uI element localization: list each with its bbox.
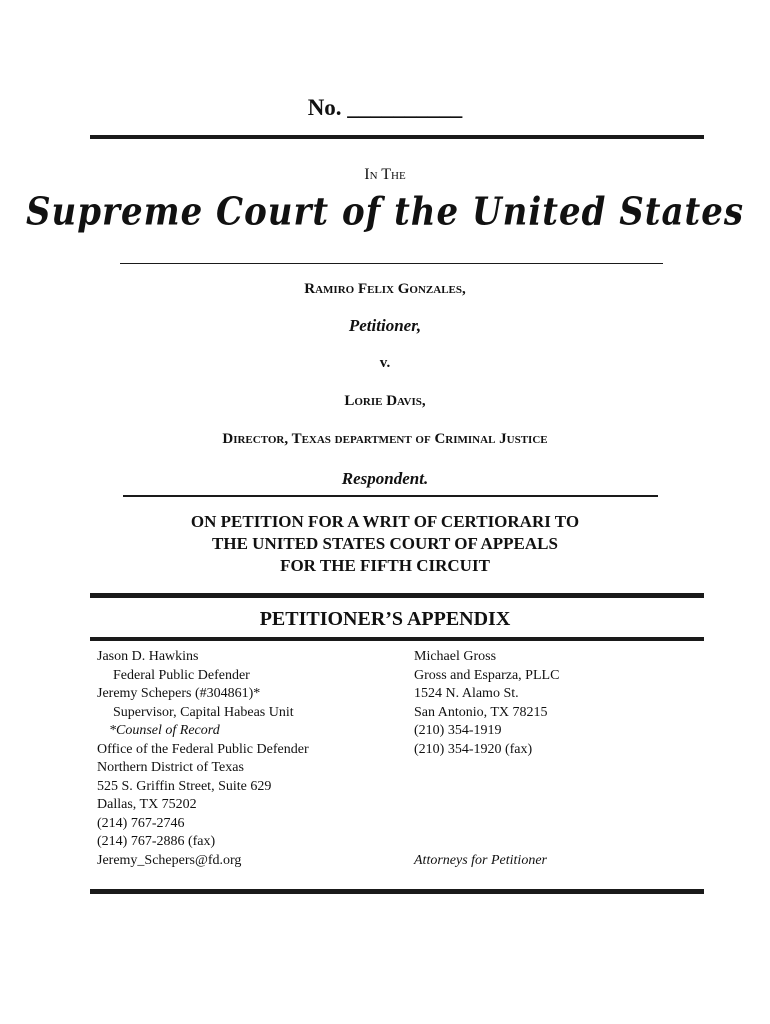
petitioner-name: Ramiro Felix Gonzales,: [304, 281, 466, 297]
bottom-double-rule: [90, 889, 704, 894]
docket-number: No. __________: [307, 95, 463, 120]
petition-statement: [0, 511, 770, 577]
respondent-rule: [123, 495, 658, 497]
phone-number: (214) 767-2746: [97, 815, 185, 831]
appendix-bottom-rule: [90, 637, 704, 641]
in-the-label: In The: [364, 166, 406, 183]
court-name-rule: [120, 263, 663, 264]
counsel-title: Federal Public Defender: [113, 667, 250, 683]
court-name: Supreme Court of the United States: [26, 189, 744, 235]
district-name: Northern District of Texas: [97, 760, 244, 775]
petition-line: FOR THE FIFTH CIRCUIT: [280, 556, 490, 575]
petition-line: ON PETITION FOR A WRIT OF CERTIORARI TO: [190, 512, 580, 531]
counsel-right-block: [414, 648, 559, 759]
counsel-name: Jeremy Schepers (#304861)*: [97, 686, 261, 701]
phone-number: (210) 354-1919: [414, 723, 502, 738]
street-address: 1524 N. Alamo St.: [414, 686, 519, 701]
fax-number: (210) 354-1920 (fax): [414, 741, 533, 757]
firm-name: Gross and Esparza, PLLC: [414, 667, 560, 683]
email-address: Jeremy_Schepers@fd.org: [97, 852, 242, 868]
versus: v.: [379, 355, 391, 371]
counsel-title: Supervisor, Capital Habeas Unit: [113, 704, 294, 720]
respondent-role: Respondent.: [341, 469, 429, 488]
respondent-name: Lorie Davis,: [344, 393, 426, 409]
petitioner-role: Petitioner,: [348, 316, 422, 335]
counsel-left-block: [97, 648, 309, 870]
counsel-name: Michael Gross: [414, 649, 497, 664]
office-name: Office of the Federal Public Defender: [97, 741, 309, 757]
respondent-title: Director, Texas department of Criminal Justice: [222, 431, 548, 447]
counsel-of-record-note: *Counsel of Record: [109, 723, 220, 738]
city-address: Dallas, TX 75202: [97, 797, 197, 812]
street-address: 525 S. Griffin Street, Suite 629: [97, 778, 272, 794]
appendix-top-rule: [90, 593, 704, 598]
top-double-rule: [90, 135, 704, 139]
attorneys-for-petitioner: Attorneys for Petitioner: [414, 853, 547, 868]
counsel-name: Jason D. Hawkins: [97, 649, 199, 664]
city-address: San Antonio, TX 78215: [414, 704, 548, 720]
appendix-title: PETITIONER’S APPENDIX: [259, 608, 511, 630]
fax-number: (214) 767-2886 (fax): [97, 834, 216, 849]
petition-line: THE UNITED STATES COURT OF APPEALS: [212, 534, 558, 553]
